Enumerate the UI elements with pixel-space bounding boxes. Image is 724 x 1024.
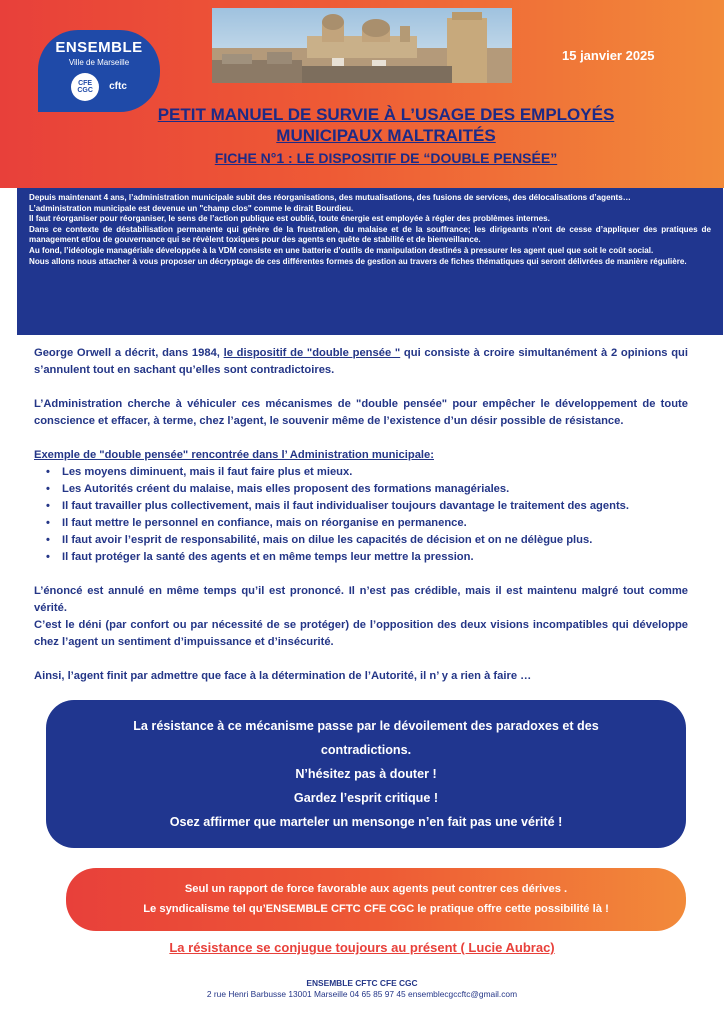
list-item: • Il faut protéger la santé des agents et en même temps leur mettre la pression. <box>46 549 688 566</box>
intro-line: L’administration municipale est devenue un "champ clos" comme le dirait Bourdieu. <box>29 203 354 213</box>
resistance-line: Gardez l’esprit critique ! <box>293 791 439 805</box>
admin-paragraph: L’Administration cherche à véhiculer ces mécanismes de "double pensée" pour empêcher le développement de toute conscience et effacer, à terme, chez l’agent, le souvenir même de l’existence d’un désir possible de résistance. <box>34 398 688 427</box>
example-heading: Exemple de "double pensée" rencontrée dans l’ Administration municipale: <box>34 449 434 461</box>
logo-subtitle: Ville de Marseille <box>68 58 130 67</box>
title-block <box>120 104 652 168</box>
orwell-before: George Orwell a décrit, dans 1984, <box>34 347 224 359</box>
orwell-paragraph <box>34 345 688 379</box>
resistance-line: N’hésitez pas à douter ! <box>295 767 437 781</box>
resistance-line: Osez affirmer que marteler un mensonge n’en fait pas une vérité ! <box>169 815 563 829</box>
cfe-cgc-badge: CFE CGC <box>71 73 99 101</box>
force-callout <box>66 868 686 931</box>
force-line: Le syndicalisme tel qu’ENSEMBLE CFTC CFE CGC le pratique offre cette possibilité là ! <box>143 903 609 915</box>
list-item: • Il faut mettre le personnel en confiance, mais on réorganise en permanence. <box>46 515 688 532</box>
list-item: • Les moyens diminuent, mais il faut faire plus et mieux. <box>46 464 688 481</box>
intro-line: Il faut réorganiser pour réorganiser, le sens de l’action publique est oublié, toute énergie est employée à régler des problèmes internes. <box>29 214 550 224</box>
enonce-paragraph: L’énoncé est annulé en même temps qu’il est prononcé. Il n’est pas crédible, mais il est maintenu malgré tout comme vérité. <box>34 585 688 614</box>
aubrac-quote: La résistance se conjugue toujours au présent ( Lucie Aubrac) <box>169 940 555 955</box>
resistance-line: contradictions. <box>320 743 412 757</box>
intro-line: Depuis maintenant 4 ans, l’administration municipale subit des réorganisations, des mutualisations, des fusions de services, des délocalisations d’agents… <box>29 193 631 202</box>
list-item: • Les Autorités créent du malaise, mais elles proposent des formations managériales. <box>46 481 688 498</box>
cityscape-image <box>212 8 512 83</box>
main-body <box>34 345 688 685</box>
resistance-callout <box>46 700 686 848</box>
ensemble-logo <box>38 30 160 112</box>
intro-box <box>17 188 723 335</box>
ainsi-paragraph: Ainsi, l’agent finit par admettre que face à la détermination de l’Autorité, il n’ y a rien à faire … <box>34 670 532 682</box>
header-banner <box>0 0 724 188</box>
force-line: Seul un rapport de force favorable aux agents peut contrer ces dérives . <box>184 883 568 895</box>
intro-line: Dans ce contexte de déstabilisation permanente qui génère de la frustration, du malaise et de la souffrance; les dirigeants n’ont de cesse d’appliquer des pratiques de management et/ou de gouvernance qui se révèlent toxiques pour des agents en quête de stabilité et de bienveillance. <box>29 224 711 245</box>
examples-list <box>46 464 688 566</box>
orwell-after: qui consiste à croire simultanément à 2 opinions qui s’annulent tout en sachant qu’elles sont contradictoires. <box>34 347 688 376</box>
double-pensee-link: le dispositif de "double pensée " <box>223 347 401 359</box>
footer <box>0 978 724 1000</box>
footer-org: ENSEMBLE CFTC CFE CGC <box>306 978 418 988</box>
logo-name: ENSEMBLE <box>55 39 143 56</box>
resistance-line: La résistance à ce mécanisme passe par le dévoilement des paradoxes et des <box>133 719 599 733</box>
marseille-photo <box>212 8 512 83</box>
list-item: • Il faut avoir l’esprit de responsabilité, mais on dilue les capacités de décision et on ne délègue plus. <box>46 532 688 549</box>
intro-line: Nous allons nous attacher à vous proposer un décryptage de ces différentes formes de gestion au travers de fiches thématiques qui seront délivrées de manière régulière. <box>29 256 687 266</box>
document-date: 15 janvier 2025 <box>562 48 655 63</box>
footer-address: 2 rue Henri Barbusse 13001 Marseille 04 65 85 97 45 ensemblecgccftc@gmail.com <box>206 989 518 999</box>
title-line-2: MUNICIPAUX MALTRAITÉS <box>276 126 496 145</box>
logo-badges <box>38 73 160 101</box>
list-item: • Il faut travailler plus collectivement, mais il faut individualiser toujours davantage le traitement des agents. <box>46 498 688 515</box>
deni-paragraph: C’est le déni (par confort ou par nécessité de se protéger) de l’opposition des deux visions incompatibles qui développe chez l’agent un sentiment d’impuissance et d’insécurité. <box>34 619 688 648</box>
cftc-badge: cftc <box>109 81 127 92</box>
title-line-1: PETIT MANUEL DE SURVIE À L’USAGE DES EMPLOYÉS <box>157 105 615 124</box>
fiche-subtitle: FICHE N°1 : LE DISPOSITIF DE “DOUBLE PENSÉE” <box>214 150 558 166</box>
intro-line: Au fond, l’idéologie managériale développée à la VDM consiste en une batterie d’outils de manipulation destinés à pressurer les agent quel que soit le coût social. <box>29 245 654 255</box>
